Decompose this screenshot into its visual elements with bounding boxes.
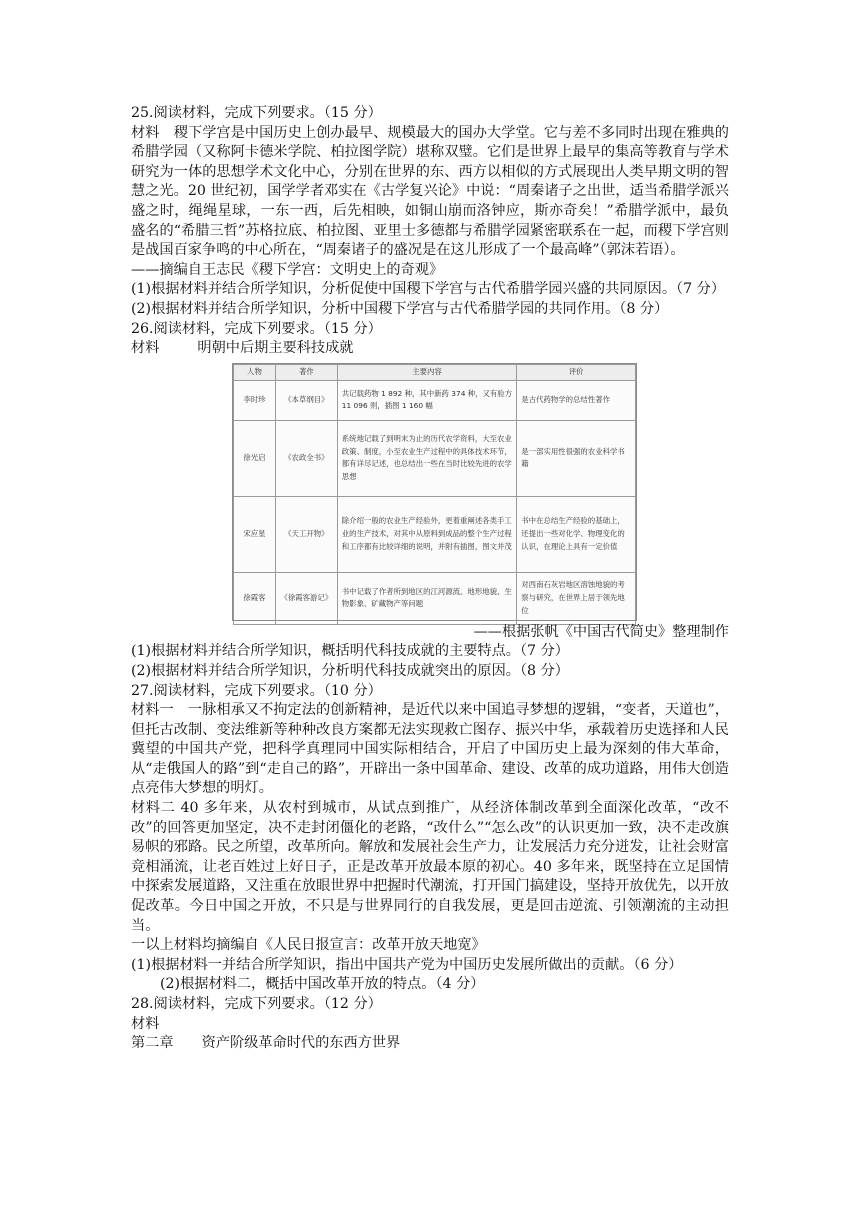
q28-chapter-line [131,1034,729,1054]
table-cell-person: 宋应星 [234,496,276,572]
table-cell-work: 《本草纲目》 [275,380,337,420]
table-cell-evaluation: 是一部实用性很强的农业科学书籍 [517,420,636,496]
table-cell-person: 徐光启 [234,420,276,496]
q25-material: 材料 稷下学宫是中国历史上创办最早、规模最大的国办大学堂。它与差不多同时出现在雅典的希腊学园（又称阿卡德米学院、柏拉图学院）堪称双璧。它们是世界上最早的集高等教育与学术研究为一体的思想学术文化中心，分别在世界的东、西方以相似的方式展现出人类早期文明的智慧之光。20 世纪初，国学学者邓实在《古学复兴论》中说：“周秦诸子之出世，适当希腊学派兴盛之时，绳绳星球，一东一西，后先相映，如铜山崩而洛钟应，斯亦奇矣！”希腊学派中，最负盛名的“希腊三哲”苏格拉底、柏拉图、亚里士多德都与希腊学园紧密联系在一起，而稷下学宫则是战国百家争鸣的中心所在，“周秦诸子的盛况是在这儿形成了一个最高峰”（郭沫若语）。 [131,124,729,259]
q27-material-1: 材料一 一脉相承又不拘定法的创新精神，是近代以来中国追寻梦想的逻辑，“变者，天道也”，但托古改制、变法维新等种种改良方案都无法实现救亡图存、振兴中华，承载着历史选择和人民冀望的中国共产党，把科学真理同中国实际相结合，开启了中国历史上最为深刻的伟大革命，从“走俄国人的路”到“走自己的路”，开辟出一条中国革命、建设、改革的成功道路，用伟大创造点亮伟大梦想的明灯。 [131,702,729,797]
table-cell-person: 徐霞客 [234,572,276,624]
q28-chapter-number: 第二章 [131,1035,174,1052]
table-row [234,572,636,624]
tech-achievements-table [232,363,637,621]
table-cell-content: 系统地记载了到明末为止的历代农学资料，大至农业政策、制度，小至农业生产过程中的具体技术环节，都有详尽记述，也总结出一些在当时比较先进的农学思想 [337,420,517,496]
table-cell-content: 除介绍一般的农业生产经验外，更着重阐述各类手工业的生产技术，对其中从原料到成品的整个生产过程和工序都有比较详细的说明，并附有插图，图文并茂 [337,496,517,572]
table-header-row [234,364,636,380]
q26-header: 26.阅读材料，完成下列要求。（15 分） [131,320,382,337]
table-header-cell: 著作 [275,364,337,380]
table-cell-evaluation: 是古代药物学的总结性著作 [517,380,636,420]
q27-question-1: (1)根据材料一并结合所学知识，指出中国共产党为中国历史发展所做出的贡献。（6 分） [131,956,683,973]
q26-material-title: 明朝中后期主要科技成就 [197,340,354,357]
q26-question-2: (2)根据材料并结合所学知识，分析明代科技成就突出的原因。（8 分） [131,662,569,679]
table-row [234,420,636,496]
table-header-cell: 人物 [234,364,276,380]
q28-header: 28.阅读材料，完成下列要求。（12 分） [131,996,382,1012]
q27-source: 一以上材料均摘编自《人民日报宣言：改革开放天地宽》 [131,937,486,954]
table-row [234,380,636,420]
q25-question-1: (1)根据材料并结合所学知识，分析促使中国稷下学宫与古代希腊学园兴盛的共同原因。（7 分） [131,281,726,298]
table-cell-evaluation: 书中在总结生产经验的基础上，还提出一些对化学、物理变化的认识，在理论上具有一定价值 [517,496,636,572]
q27-material-2: 材料二 40 多年来，从农村到城市，从试点到推广，从经济体制改革到全面深化改革，“改不改”的回答更加坚定，决不走封闭僵化的老路，“改什么”“怎么改”的认识更加一致，决不走改旗易帜的邪路。民之所望，改革所向。解放和发展社会生产力，让发展活力充分迸发，让社会财富竞相涌流，让老百姓过上好日子，正是改革开放最本原的初心。40 多年来，既坚持在立足国情中探索发展道路，又注重在放眼世界中把握时代潮流，打开国门搞建设，坚持开放优先，以开放促改革。今日中国之开放，不只是与世界同行的自我发展，更是回击逆流、引领潮流的主动担当。 [131,800,729,934]
q26-material-line [131,339,729,359]
exam-page [131,104,729,1054]
table-cell-evaluation: 对西南石灰岩地区溶蚀地貌的考察与研究，在世界上居于领先地位 [517,572,636,624]
q28-chapter-title: 资产阶级革命时代的东西方世界 [201,1035,401,1052]
q26-question-1: (1)根据材料并结合所学知识，概括明代科技成就的主要特点。（7 分） [131,643,569,660]
q25-question-2: (2)根据材料并结合所学知识，分析中国稷下学宫与古代希腊学园的共同作用。（8 分） [131,300,669,317]
q25-header: 25.阅读材料，完成下列要求。（15 分） [131,105,382,121]
table-header-cell: 主要内容 [337,364,517,380]
q27-header: 27.阅读材料，完成下列要求。（10 分） [131,682,382,699]
q26-material-label: 材料 [131,340,160,357]
table-cell-work: 《天工开物》 [275,496,337,572]
q25-source: ——摘编自王志民《稷下学宫：文明史上的奇观》 [131,261,444,278]
table-cell-work: 《农政全书》 [275,420,337,496]
table-cell-work: 《徐霞客游记》 [275,572,337,624]
q26-source: ——根据张帆《中国古代简史》整理制作 [473,623,729,640]
table-cell-content: 共记载药物 1 892 种，其中新药 374 种，又有验方 11 096 则，插图 1 160 幅 [337,380,517,420]
table-cell-content: 书中记载了作者所到地区的江河源流、地形地貌、生物影象、矿藏物产等问题 [337,572,517,624]
table-cell-person: 李时珍 [234,380,276,420]
table-row [234,496,636,572]
q27-question-2: (2)根据材料二，概括中国改革开放的特点。（4 分） [160,976,485,993]
q28-material-label: 材料 [131,1015,160,1032]
table-header-cell: 评价 [517,364,636,380]
